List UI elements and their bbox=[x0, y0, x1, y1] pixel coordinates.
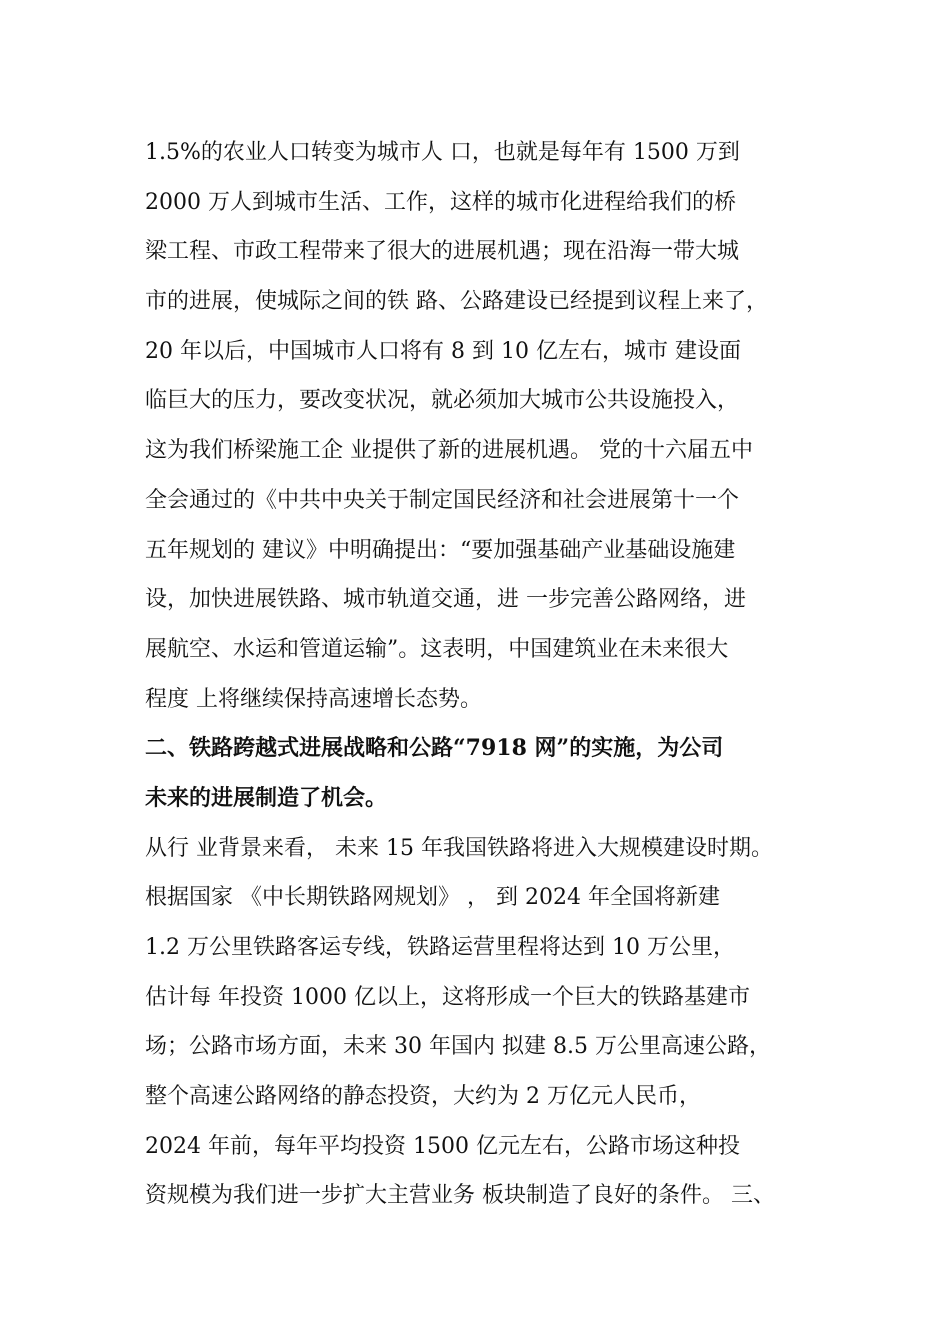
paragraph-line: 估计每 年投资 1000 亿以上，这将形成一个巨大的铁路基建市 bbox=[145, 984, 750, 1010]
paragraph-line: 根据国家 《中长期铁路网规划》 ， 到 2024 年全国将新建 bbox=[145, 885, 720, 911]
paragraph-line: 整个高速公路网络的静态投资，大约为 2 万亿元人民币， bbox=[145, 1084, 701, 1110]
paragraph-line: 全会通过的《中共中央关于制定国民经济和社会进展第十一个 bbox=[145, 487, 740, 513]
paragraph-line: 这为我们桥梁施工企 业提供了新的进展机遇。 党的十六届五中 bbox=[145, 438, 753, 464]
paragraph-line: 市的进展，使城际之间的铁 路、公路建设已经提到议程上来了， bbox=[145, 289, 768, 315]
paragraph-line: 2000 万人到城市生活、工作，这样的城市化进程给我们的桥 bbox=[145, 189, 736, 215]
paragraph-line: 场；公路市场方面，未来 30 年国内 拟建 8.5 万公里高速公路， bbox=[145, 1034, 771, 1060]
paragraph-line: 临巨大的压力，要改变状况，就必须加大城市公共设施投入， bbox=[145, 388, 740, 414]
paragraph-line: 资规模为我们进一步扩大主营业务 板块制造了良好的条件。 三、 bbox=[145, 1183, 775, 1209]
paragraph-line: 程度 上将继续保持高速增长态势。 bbox=[145, 686, 482, 712]
paragraph-line: 1.5%的农业人口转变为城市人 口，也就是每年有 1500 万到 bbox=[145, 140, 740, 165]
paragraph-line: 20 年以后，中国城市人口将有 8 到 10 亿左右，城市 建设面 bbox=[145, 338, 741, 364]
paragraph-line: 1.2 万公里铁路客运专线，铁路运营里程将达到 10 万公里， bbox=[145, 935, 735, 960]
paragraph-line: 设，加快进展铁路、城市轨道交通，进 一步完善公路网络，进 bbox=[145, 587, 746, 613]
section-heading-line: 未来的进展制造了机会。 bbox=[145, 784, 388, 811]
paragraph-line: 从行 业背景来看， 未来 15 年我国铁路将进入大规模建设时期。 bbox=[145, 835, 773, 861]
section-heading-line: 二、铁路跨越式进展战略和公路“7918 网”的实施，为公司 bbox=[145, 735, 724, 762]
paragraph-line: 展航空、水运和管道运输”。这表明，中国建筑业在未来很大 bbox=[145, 636, 729, 662]
paragraph-line: 五年规划的 建议》中明确提出：“要加强基础产业基础设施建 bbox=[145, 537, 736, 563]
paragraph-line: 梁工程、市政工程带来了很大的进展机遇；现在沿海一带大城 bbox=[145, 239, 740, 265]
paragraph-line: 2024 年前，每年平均投资 1500 亿元左右，公路市场这种投 bbox=[145, 1133, 740, 1159]
body-text bbox=[145, 128, 835, 1221]
